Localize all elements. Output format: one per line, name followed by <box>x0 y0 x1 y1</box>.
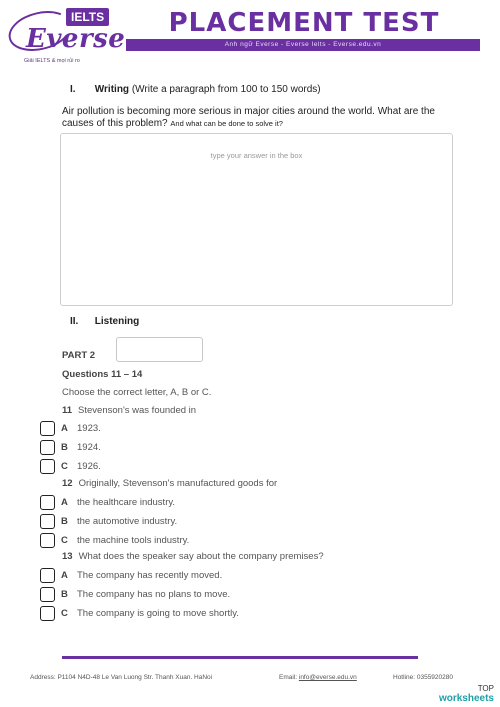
option-text: The company has no plans to move. <box>77 588 231 600</box>
section-title: Listening <box>94 316 140 327</box>
answer-checkbox[interactable] <box>40 421 55 436</box>
answer-checkbox[interactable] <box>40 606 55 621</box>
answer-checkbox[interactable] <box>40 514 55 529</box>
logo-wordmark: Everse <box>26 24 126 54</box>
question-11 <box>62 405 196 416</box>
option-12-c[interactable] <box>40 532 189 548</box>
writing-prompt-text: Air pollution is becoming more serious in major cities around the world. What are the causes of this problem? <box>62 106 435 129</box>
writing-prompt-tail: And what can be done to solve it? <box>170 119 283 128</box>
question-number: 12 <box>62 478 73 489</box>
page-title: PLACEMENT TEST <box>168 8 440 38</box>
answer-checkbox[interactable] <box>40 533 55 548</box>
answer-placeholder: type your answer in the box <box>210 151 303 160</box>
email-link[interactable]: info@everse.edu.vn <box>298 674 357 681</box>
option-letter: A <box>61 569 68 581</box>
option-12-a[interactable] <box>40 494 175 510</box>
logo-ielts-badge: IELTS <box>66 8 109 26</box>
option-13-a[interactable] <box>40 567 222 583</box>
question-range: Questions 11 – 14 <box>62 369 143 380</box>
option-text: the healthcare industry. <box>77 496 176 508</box>
answer-checkbox[interactable] <box>40 568 55 583</box>
badge-top-text: TOP <box>477 684 494 693</box>
answer-checkbox[interactable] <box>40 495 55 510</box>
option-11-b[interactable] <box>40 439 101 455</box>
section-number: I. <box>70 84 76 95</box>
section-note: (Write a paragraph from 100 to 150 words) <box>131 84 321 95</box>
part-label: PART 2 <box>62 350 96 361</box>
logo-tagline: Giải IELTS & mọi rủi ro <box>24 58 80 64</box>
option-text: the automotive industry. <box>77 515 178 527</box>
option-text: The company is going to move shortly. <box>77 607 239 619</box>
answer-checkbox[interactable] <box>40 440 55 455</box>
question-number: 13 <box>62 551 73 562</box>
topworksheets-badge[interactable] <box>439 684 494 704</box>
option-letter: C <box>61 534 68 546</box>
badge-bottom-text: worksheets <box>438 693 494 704</box>
section-title: Writing <box>94 84 130 95</box>
footer-address: Address: P1104 N4D-48 Le Van Luong Str. Thanh Xuan. HaNoi <box>30 674 213 681</box>
section-number: II. <box>70 316 79 327</box>
answer-checkbox[interactable] <box>40 587 55 602</box>
option-letter: C <box>61 607 68 619</box>
question-text: Originally, Stevenson's manufactured goods for <box>78 478 278 489</box>
question-text: Stevenson's was founded in <box>78 405 197 416</box>
everse-logo <box>6 6 128 64</box>
option-12-b[interactable] <box>40 513 177 529</box>
option-letter: C <box>61 460 68 472</box>
writing-answer-textarea[interactable] <box>60 133 453 306</box>
option-letter: B <box>61 515 68 527</box>
option-letter: A <box>61 496 68 508</box>
option-text: 1924. <box>77 441 101 453</box>
subtitle-banner: Anh ngữ Everse - Everse Ielts - Everse.edu.vn <box>126 39 480 51</box>
option-11-c[interactable] <box>40 458 101 474</box>
writing-section-heading <box>70 84 321 95</box>
part-answer-input[interactable] <box>116 337 203 362</box>
answer-checkbox[interactable] <box>40 459 55 474</box>
instruction-text: Choose the correct letter, A, B or C. <box>62 387 212 398</box>
question-12 <box>62 478 277 489</box>
listening-section-heading <box>70 316 139 327</box>
option-letter: A <box>61 422 68 434</box>
question-number: 11 <box>62 405 73 416</box>
option-letter: B <box>61 441 68 453</box>
option-11-a[interactable] <box>40 420 101 436</box>
footer-hotline: Hotline: 0355920280 <box>393 674 453 681</box>
option-letter: B <box>61 588 68 600</box>
option-text: The company has recently moved. <box>77 569 223 581</box>
question-text: What does the speaker say about the company premises? <box>78 551 324 562</box>
footer-divider <box>62 656 418 659</box>
writing-prompt <box>62 106 452 130</box>
option-text: 1926. <box>77 460 101 472</box>
question-13 <box>62 551 324 562</box>
option-text: the machine tools industry. <box>77 534 190 546</box>
option-13-b[interactable] <box>40 586 230 602</box>
option-text: 1923. <box>77 422 101 434</box>
email-label: Email: <box>279 674 298 681</box>
footer-email <box>279 674 357 681</box>
option-13-c[interactable] <box>40 605 239 621</box>
